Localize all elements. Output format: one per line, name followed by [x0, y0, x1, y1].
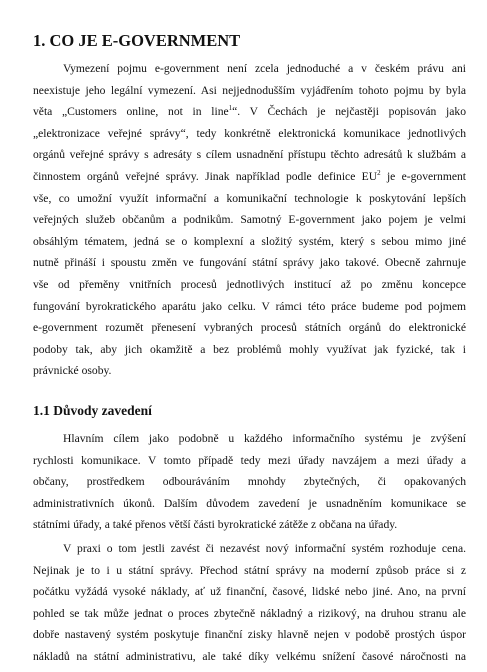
text-line: Hlavním cílem jako podobně u každého informačního systému je zvýšení [63, 432, 466, 445]
text-line: státními úřady, a také přenos větší části byrokratické zátěže z občana na úřady. [33, 518, 398, 532]
text-line: orgánů veřejné správy s adresáty s cílem usnadnění přístupu těchto adresátů k službám a [33, 148, 466, 162]
chapter-heading: 1. CO JE E-GOVERNMENT [33, 31, 241, 50]
text-line: vše od přeměny vnitřních procesů jednotlivých institucí až po změnu koncepce [33, 277, 466, 291]
text-line: nutně přináší i spoustu změn ve fungování státní správy jako takové. Obecně zahrnuje [33, 256, 466, 270]
text-line: fungování byrokratického aparátu jako celku. V rámci této práce budeme pod pojmem [33, 299, 466, 313]
text-line: veřejných služeb občanům a podnikům. Samotný E-government jako pojem je velmi [33, 213, 466, 227]
text-line: Vymezení pojmu e-government není zcela jednoduché a v českém právu ani [63, 62, 466, 75]
text-line: neexistuje jeho legální vymezení. Asi nejjednodušším vyjádřením tohoto pojmu by byla [33, 83, 466, 97]
text-line: dobře nastavený systém poskytuje finanční zisky hlavně nejen v podobě prostých úspor [33, 628, 466, 642]
text-line: „elektronizace veřejné správy“, tedy konkrétně elektronická komunikace jednotlivých [33, 126, 466, 140]
text-line: pohled se tak může jednat o proces zbytečně nákladný a rizikový, na druhou stranu ale [33, 606, 466, 620]
footnote-ref: 1 [228, 104, 233, 113]
text-line: vše, co umožní využít informační a komunikační technologie k poskytování lepších [33, 191, 466, 205]
text-line: e-government rozumět přenesení vybraných procesů státních orgánů do elektronické [33, 321, 466, 335]
paragraph-main-goal [33, 428, 466, 536]
text-line: rychlosti komunikace. V tomto případě tedy mezi úřady navzájem a mezi úřady a [33, 453, 466, 467]
text-line: administrativních úkonů. Dalším důvodem zavedení je usnadněním komunikace se [33, 496, 466, 510]
text-line: věta „Customers online, not in line$^1$“. V Čechách je nejčastěji popisován jako [33, 104, 466, 119]
text-line: činnostem orgánů veřejné správy. Jinak například podle definice $EU^2$ je e-government [33, 169, 466, 183]
text-line: občany, prostředkem odbouráváním mnohdy zbytečných, či opakovaných [33, 475, 466, 489]
text-line: V praxi o tom jestli zavést či nezavést nový informační systém rozhoduje cena. [63, 542, 466, 555]
text-line: právnické osoby. [33, 364, 112, 378]
text-line: Nejinak je to i u státní správy. Přechod státní správy na moderní způsob práce si z [33, 563, 466, 577]
text-line: počátku vyžádá vysoké náklady, ať už finanční, časové, lidské nebo jiné. Ano, na první [33, 585, 466, 599]
text-line: podoby tak, aby jich okamžitě a bez problémů mohly využívat jak fyzické, tak i [33, 342, 466, 356]
section-heading: 1.1 Důvody zavedení [33, 403, 152, 418]
text-line: nákladů na státní administrativu, ale také díky velkému snížení časové náročnosti na [33, 649, 466, 663]
text-line: obsáhlým tématem, jedná se o komplexní a složitý systém, který s sebou mimo jiné [33, 234, 466, 248]
paragraph-cost [33, 538, 466, 668]
footnote-ref: 2 [377, 169, 381, 178]
paragraph-definition [33, 58, 466, 382]
